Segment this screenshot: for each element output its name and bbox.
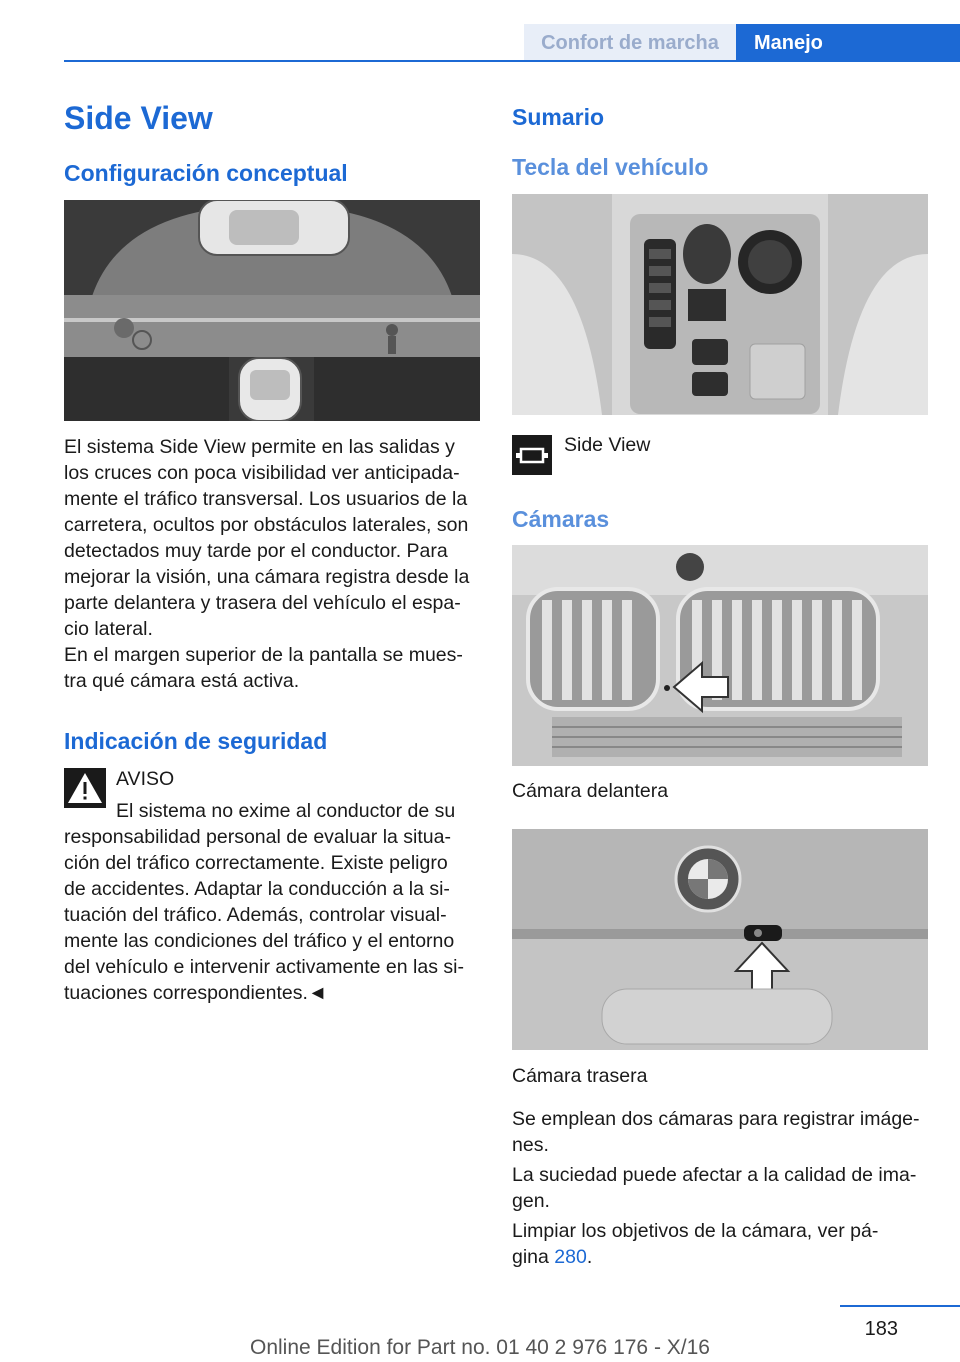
chapter-tab[interactable]: Manejo xyxy=(736,24,960,62)
page-number: 183 xyxy=(864,1318,898,1340)
concept-illustration xyxy=(64,200,480,421)
warning-text: responsabilidad personal de evaluar la situa‐ ción del tráfico correctamente. Existe peligro de accidentes. Adaptar la conducción a la si‐ tuación del tráfico. Además, controlar visual‐ mente las condiciones del tráfico y el entorno del vehículo e intervenir activamente en las si‐ tuaciones correspondientes.◄ xyxy=(64,826,464,1004)
cameras-heading: Cámaras xyxy=(512,506,610,532)
cameras-text-1: Se emplean dos cámaras para registrar imáge‐ nes. xyxy=(512,1108,920,1156)
front-camera-photo xyxy=(512,545,928,766)
front-camera-caption: Cámara delantera xyxy=(512,780,669,802)
intro-paragraph: El sistema Side View permite en las salidas y los cruces con poca visibilidad ver anticipada‐ mente el tráfico transversal. Los usuarios de la carretera, ocultos por obstáculos laterales, son detectados muy tarde por el conductor. Para mejorar la visión, una cámara registra desde la parte delantera y trasera del vehículo el espa‐ cio lateral. xyxy=(64,436,470,640)
cameras-text-2: La suciedad puede afectar a la calidad de ima‐ gen. xyxy=(512,1164,917,1212)
rear-camera-photo xyxy=(512,829,928,1050)
warning-first-line: El sistema no exime al conductor de su xyxy=(116,800,456,822)
section-tab[interactable]: Confort de marcha xyxy=(524,24,736,62)
side-view-button-label: Side View xyxy=(564,434,651,456)
warning-triangle-icon xyxy=(64,768,106,813)
subtitle-concept: Configuración conceptual xyxy=(64,160,348,186)
side-view-button-icon xyxy=(512,435,552,480)
header-rule xyxy=(64,60,960,62)
display-paragraph: En el margen superior de la pantalla se mues‐ tra qué cámara está activa. xyxy=(64,644,463,692)
rear-camera-caption: Cámara trasera xyxy=(512,1065,648,1087)
edition-footer: Online Edition for Part no. 01 40 2 976 176 - X/16 xyxy=(250,1336,710,1359)
footer-rule xyxy=(840,1305,960,1307)
center-console-photo xyxy=(512,194,928,415)
vehicle-key-heading: Tecla del vehículo xyxy=(512,154,709,180)
cameras-text-3: Limpiar los objetivos de la cámara, ver pá‐ gina 280. xyxy=(512,1220,879,1268)
warning-label: AVISO xyxy=(116,768,175,790)
page-link-280[interactable]: 280 xyxy=(554,1246,587,1268)
safety-heading: Indicación de seguridad xyxy=(64,728,328,754)
page-title: Side View xyxy=(64,100,213,136)
summary-heading: Sumario xyxy=(512,104,605,130)
